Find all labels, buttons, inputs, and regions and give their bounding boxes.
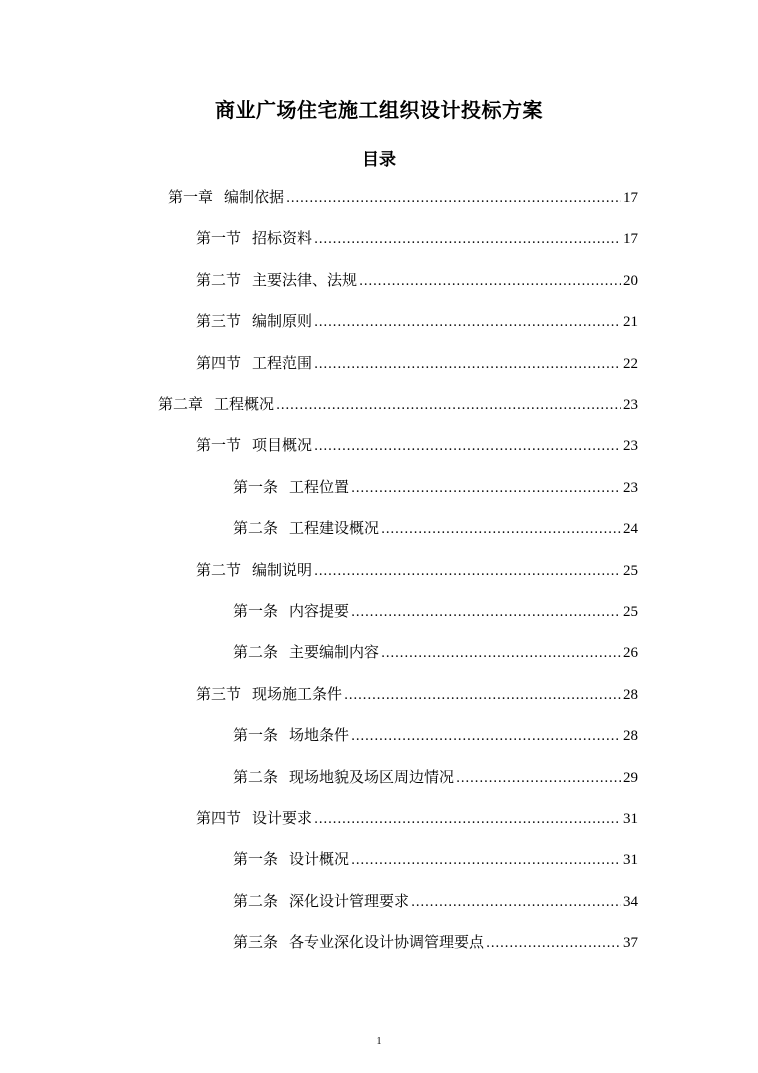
toc-entry-title: 现场施工条件 bbox=[252, 685, 343, 703]
toc-entry-title: 深化设计管理要求 bbox=[289, 892, 410, 910]
toc-entry-number: 第三条 bbox=[233, 933, 279, 951]
toc-entry-page: 17 bbox=[623, 231, 638, 247]
toc-entry[interactable] bbox=[196, 352, 638, 374]
toc-entry-number: 第二条 bbox=[233, 643, 279, 661]
toc-entry-title: 工程位置 bbox=[289, 478, 350, 496]
toc-entry[interactable] bbox=[196, 559, 638, 581]
toc-entry-leader bbox=[314, 354, 621, 376]
toc-entry-title: 场地条件 bbox=[289, 726, 350, 744]
toc-entry-number: 第一条 bbox=[233, 726, 279, 744]
toc-entry[interactable] bbox=[196, 269, 638, 291]
toc-entry-title: 设计概况 bbox=[289, 850, 350, 868]
toc-entry-title: 各专业深化设计协调管理要点 bbox=[289, 933, 485, 951]
toc-entry-page: 23 bbox=[623, 480, 638, 496]
toc-entry-page: 17 bbox=[623, 190, 638, 206]
toc-entry-page: 20 bbox=[623, 273, 638, 289]
toc-entry-page: 22 bbox=[623, 356, 638, 372]
toc-entry-leader bbox=[351, 478, 621, 500]
toc-entry[interactable] bbox=[233, 931, 638, 953]
toc-entry[interactable] bbox=[233, 600, 638, 622]
toc-entry[interactable] bbox=[196, 807, 638, 829]
toc-entry-page: 31 bbox=[623, 852, 638, 868]
toc-entry-page: 21 bbox=[623, 314, 638, 330]
page-number: 1 bbox=[376, 1036, 382, 1047]
toc-entry-leader bbox=[381, 519, 621, 541]
toc-entry-number: 第二节 bbox=[196, 271, 242, 289]
toc-entry-leader bbox=[276, 395, 621, 417]
toc-entry-number: 第一条 bbox=[233, 602, 279, 620]
toc-entry-number: 第一章 bbox=[168, 188, 214, 206]
toc-entry-page: 28 bbox=[623, 687, 638, 703]
toc-entry-number: 第三节 bbox=[196, 312, 242, 330]
document-title: 商业广场住宅施工组织设计投标方案 bbox=[215, 98, 543, 122]
toc-entry-page: 31 bbox=[623, 811, 638, 827]
toc-entry-number: 第一节 bbox=[196, 229, 242, 247]
toc-heading: 目录 bbox=[362, 150, 396, 170]
toc-entry-leader bbox=[486, 933, 621, 955]
toc-entry-page: 29 bbox=[623, 770, 638, 786]
toc-entry-number: 第一条 bbox=[233, 478, 279, 496]
toc-entry-number: 第二节 bbox=[196, 561, 242, 579]
toc-entry[interactable] bbox=[233, 848, 638, 870]
toc-entry-title: 工程范围 bbox=[252, 354, 313, 372]
toc-entry-title: 工程概况 bbox=[214, 395, 275, 413]
toc-entry-leader bbox=[456, 768, 621, 790]
toc-entry-leader bbox=[411, 892, 621, 914]
toc-entry-page: 28 bbox=[623, 728, 638, 744]
toc-entry-leader bbox=[286, 188, 621, 210]
toc-entry[interactable] bbox=[233, 724, 638, 746]
toc-entry-title: 内容提要 bbox=[289, 602, 350, 620]
toc-entry-title: 主要法律、法规 bbox=[252, 271, 358, 289]
toc-entry-title: 工程建设概况 bbox=[289, 519, 380, 537]
toc-entry-number: 第二条 bbox=[233, 892, 279, 910]
toc-entry-leader bbox=[351, 726, 621, 748]
toc-entry-title: 现场地貌及场区周边情况 bbox=[289, 768, 455, 786]
toc-entry-page: 25 bbox=[623, 604, 638, 620]
toc-entry-leader bbox=[351, 602, 621, 624]
toc-entry[interactable] bbox=[233, 476, 638, 498]
toc-entry-leader bbox=[381, 643, 621, 665]
toc-entry-leader bbox=[314, 229, 621, 251]
toc-entry-page: 26 bbox=[623, 645, 638, 661]
toc-entry-leader bbox=[314, 312, 621, 334]
toc-entry-page: 24 bbox=[623, 521, 638, 537]
toc-entry-page: 37 bbox=[623, 935, 638, 951]
toc-entry-number: 第四节 bbox=[196, 354, 242, 372]
toc-entry-number: 第二章 bbox=[158, 395, 204, 413]
toc-entry-title: 项目概况 bbox=[252, 436, 313, 454]
toc-entry[interactable] bbox=[196, 227, 638, 249]
toc-entry-leader bbox=[314, 436, 621, 458]
toc-entry-number: 第二条 bbox=[233, 519, 279, 537]
toc-entry[interactable] bbox=[196, 683, 638, 705]
toc-entry-leader bbox=[351, 850, 621, 872]
toc-entry[interactable] bbox=[196, 434, 638, 456]
toc-entry-page: 25 bbox=[623, 563, 638, 579]
toc-entry[interactable] bbox=[196, 310, 638, 332]
toc-entry-title: 招标资料 bbox=[252, 229, 313, 247]
toc-entry-leader bbox=[344, 685, 621, 707]
toc-entry-page: 23 bbox=[623, 397, 638, 413]
toc-entry-number: 第三节 bbox=[196, 685, 242, 703]
toc-entry-title: 编制原则 bbox=[252, 312, 313, 330]
toc-entry[interactable] bbox=[233, 890, 638, 912]
toc-entry-title: 编制说明 bbox=[252, 561, 313, 579]
toc-entry-number: 第一条 bbox=[233, 850, 279, 868]
toc-entry-page: 23 bbox=[623, 438, 638, 454]
toc-entry-number: 第一节 bbox=[196, 436, 242, 454]
toc-entry-leader bbox=[359, 271, 621, 293]
toc-entry[interactable] bbox=[233, 641, 638, 663]
toc-entry[interactable] bbox=[168, 186, 638, 208]
toc-entry-title: 主要编制内容 bbox=[289, 643, 380, 661]
toc-entry[interactable] bbox=[233, 517, 638, 539]
toc-entry[interactable] bbox=[158, 393, 638, 415]
toc-entry-page: 34 bbox=[623, 894, 638, 910]
toc-entry-number: 第四节 bbox=[196, 809, 242, 827]
toc-entry[interactable] bbox=[233, 766, 638, 788]
toc-entry-number: 第二条 bbox=[233, 768, 279, 786]
toc-entry-title: 设计要求 bbox=[252, 809, 313, 827]
toc-entry-leader bbox=[314, 561, 621, 583]
toc-entry-leader bbox=[314, 809, 621, 831]
toc-entry-title: 编制依据 bbox=[224, 188, 285, 206]
